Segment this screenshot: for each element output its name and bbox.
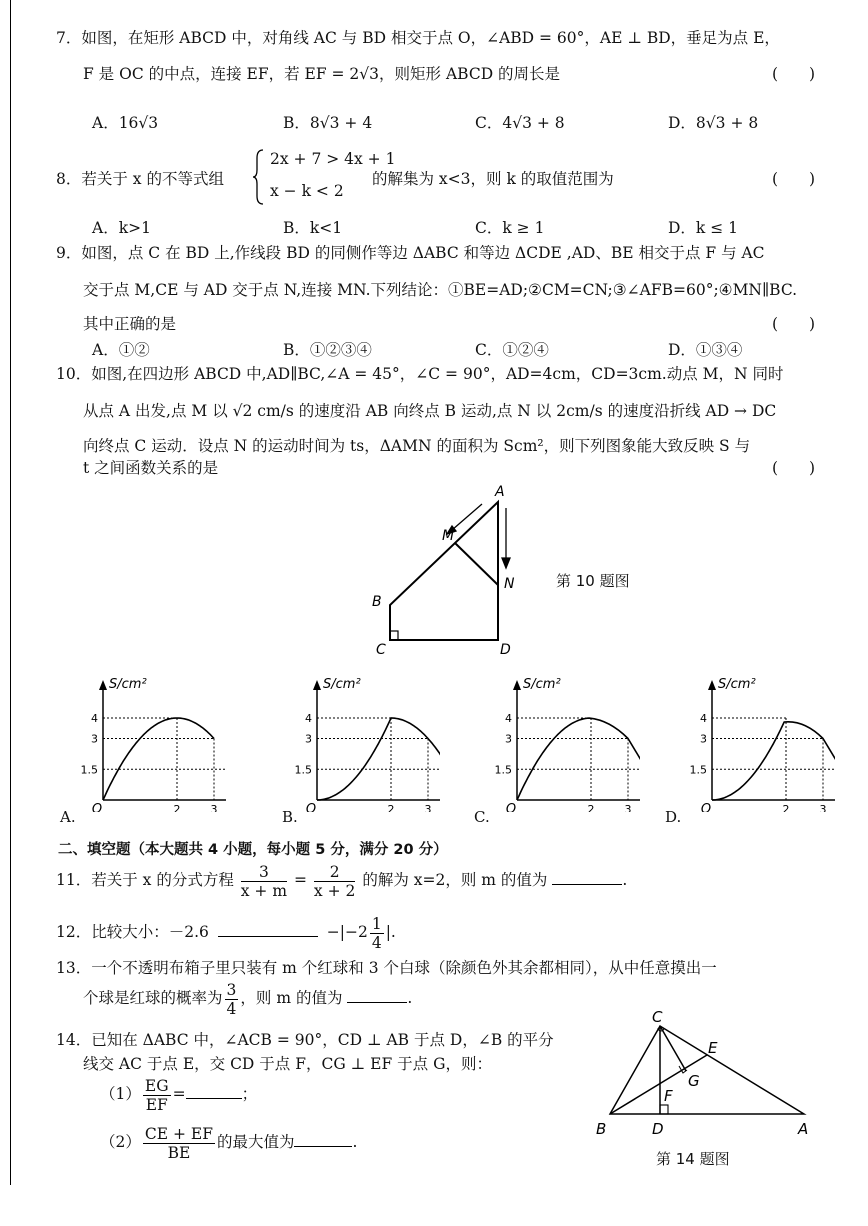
xtick-3: 3 (624, 803, 632, 812)
q12-prefix: 12．比较大小：－2.6 (56, 923, 209, 941)
q9-option-d: D．①③④ (668, 341, 743, 359)
q10-figure-caption: 第 10 题图 (556, 572, 630, 590)
ytick-3: 3 (505, 732, 512, 746)
q11-equals: = (293, 871, 307, 889)
q14-figure-caption: 第 14 题图 (656, 1150, 730, 1168)
fig14-point-e: E (708, 1039, 718, 1057)
y-axis-label: S/cm² (523, 677, 561, 692)
xtick-2: 2 (387, 803, 395, 812)
q13-line2-suffix: ，则 m 的值为 (240, 989, 343, 1007)
q9-line2: 交于点 M,CE 与 AD 交于点 N,连接 MN.下列结论：①BE=AD;②CM=CN;③∠AFB=60°;④MN∥BC. (83, 281, 798, 299)
q7-paren: ( ) (772, 65, 816, 83)
q14-line1: 14．已知在 ΔABC 中，∠ACB = 90°，CD ⊥ AB 于点 D，∠B 的平分 (56, 1031, 554, 1049)
y-axis-arrow (513, 680, 521, 690)
q9-option-a: A．①② (92, 341, 150, 359)
q13-fraction (225, 981, 239, 1018)
q13-frac-denominator: 4 (226, 999, 237, 1018)
q7-option-a: A．16√3 (92, 114, 159, 132)
q11-frac2-denominator: x + 2 (313, 881, 356, 900)
q14-part2 (100, 1124, 357, 1162)
q14-part1-denominator: EF (145, 1095, 168, 1114)
ytick-3: 3 (700, 732, 707, 746)
ytick-1-5: 1.5 (494, 763, 512, 777)
xtick-3: 3 (210, 803, 218, 812)
q14-part2-fraction (143, 1125, 215, 1162)
q14-part2-blank[interactable] (294, 1146, 352, 1147)
answer-graph-c (470, 672, 640, 832)
graph-option-letter-d: D. (665, 808, 682, 826)
q10-figure (360, 478, 530, 662)
q8-option-c: C．k ≥ 1 (475, 219, 545, 237)
graph-curve (712, 722, 835, 800)
origin-label: O (700, 802, 712, 812)
y-axis-arrow (313, 680, 321, 690)
q13-line2 (83, 980, 412, 1018)
graph-curve (103, 718, 214, 800)
y-axis-label: S/cm² (718, 677, 756, 692)
point-n-label: N (504, 576, 515, 592)
xtick-3: 3 (819, 803, 827, 812)
ytick-1-5: 1.5 (689, 763, 707, 777)
q7-option-b: B．8√3 + 4 (283, 114, 373, 132)
q7-line2: F 是 OC 的中点，连接 EF，若 EF = 2√3，则矩形 ABCD 的周长是 (83, 65, 561, 83)
q14-part2-suffix: 的最大值为 (216, 1133, 295, 1151)
xtick-3: 3 (424, 803, 432, 812)
answer-graph-b (270, 672, 440, 832)
origin-label: O (305, 802, 317, 812)
ytick-4: 4 (505, 712, 512, 725)
graph-option-letter-c: C. (474, 808, 490, 826)
q13-answer-blank[interactable] (347, 1002, 407, 1003)
graph-option-letter-b: B. (282, 808, 298, 826)
ytick-3: 3 (91, 732, 98, 746)
q9-option-b: B．①②③④ (283, 341, 372, 359)
point-d-label: D (500, 642, 511, 658)
q8-paren: ( ) (772, 170, 816, 188)
q12-mid: −|−2 (326, 923, 368, 941)
answer-graph-a (56, 672, 226, 832)
q11-end: . (622, 871, 628, 889)
q12-frac-numerator: 1 (371, 914, 382, 933)
q12-fraction (370, 915, 384, 952)
point-a-label: A (495, 484, 505, 500)
q13-frac-numerator: 3 (226, 980, 237, 999)
point-b-label: B (372, 594, 382, 610)
q11-frac2-numerator: 2 (314, 863, 355, 882)
ytick-4: 4 (305, 712, 312, 725)
q10-paren: ( ) (772, 459, 816, 477)
q14-part1-equals: = (172, 1085, 186, 1103)
q8-prefix: 8．若关于 x 的不等式组 (56, 170, 224, 188)
q7-option-c: C．4√3 + 8 (475, 114, 565, 132)
q10-line4: t 之间函数关系的是 (83, 459, 219, 477)
q11-suffix: 的解为 x=2，则 m 的值为 (362, 871, 548, 889)
fig14-point-a: A (798, 1120, 809, 1138)
q11-fraction-left (241, 863, 287, 900)
xtick-2: 2 (782, 803, 790, 812)
q11-answer-blank[interactable] (552, 884, 622, 885)
q9-paren: ( ) (772, 315, 816, 333)
y-axis-arrow (99, 680, 107, 690)
xtick-2: 2 (173, 803, 181, 812)
q14-part1-blank[interactable] (186, 1098, 242, 1099)
y-axis-label: S/cm² (109, 677, 147, 692)
q9-line3: 其中正确的是 (83, 315, 177, 333)
q8-system-line2: x − k < 2 (270, 182, 344, 200)
fig14-point-g: G (688, 1072, 700, 1090)
q9-line1: 9．如图，点 C 在 BD 上,作线段 BD 的同侧作等边 ΔABC 和等边 ΔCDE ,AD、BE 相交于点 F 与 AC (56, 244, 765, 262)
answer-graph-d (665, 672, 835, 832)
q9-option-c: C．①②④ (475, 341, 549, 359)
q12-frac-denominator: 4 (371, 933, 382, 952)
q14-part1-numerator: EG (144, 1076, 169, 1095)
q12-end: |. (385, 923, 396, 941)
q11-prefix: 11．若关于 x 的分式方程 (56, 871, 234, 889)
left-margin-rule (10, 0, 11, 1185)
q11-frac1-denominator: x + m (240, 881, 288, 900)
fig14-point-d: D (652, 1120, 664, 1138)
q14-line2: 线交 AC 于点 E，交 CD 于点 F，CG ⊥ EF 于点 G，则： (83, 1055, 492, 1073)
q14-part2-denominator: BE (167, 1143, 191, 1162)
q14-part1 (100, 1076, 257, 1114)
q10-line3: 向终点 C 运动．设点 N 的运动时间为 ts，ΔAMN 的面积为 Scm²，则下列图象能大致反映 S 与 (83, 437, 751, 455)
q14-figure (590, 1006, 820, 1142)
q14-part1-label: （1） (100, 1085, 141, 1103)
point-c-label: C (376, 642, 386, 658)
y-axis-label: S/cm² (323, 677, 361, 692)
q10-line2: 从点 A 出发,点 M 以 √2 cm/s 的速度沿 AB 向终点 B 运动,点 N 以 2cm/s 的速度沿折线 AD → DC (83, 402, 777, 420)
ytick-4: 4 (91, 712, 98, 725)
q14-part2-numerator: CE + EF (144, 1124, 213, 1143)
y-axis-arrow (708, 680, 716, 690)
q11-fraction-right (314, 863, 355, 900)
graph-curve (317, 718, 440, 800)
q14-part2-end: . (352, 1133, 358, 1151)
q14-part1-end: ； (241, 1085, 258, 1103)
fig14-point-c: C (652, 1008, 663, 1026)
q13-line1: 13．一个不透明布箱子里只装有 m 个红球和 3 个白球（除颜色外其余都相同），从中任意摸出一 (56, 959, 717, 977)
ytick-4: 4 (700, 712, 707, 725)
question-11 (56, 862, 627, 900)
question-12 (56, 914, 396, 952)
q8-system-line1: 2x + 7 > 4x + 1 (270, 150, 396, 168)
q7-line1: 7．如图，在矩形 ABCD 中，对角线 AC 与 BD 相交于点 O，∠ABD = 60°，AE ⊥ BD，垂足为点 E， (56, 29, 780, 47)
q11-frac1-numerator: 3 (241, 863, 287, 882)
q8-brace (252, 148, 266, 206)
q8-option-a: A．k>1 (92, 219, 151, 237)
fig14-point-b: B (596, 1120, 607, 1138)
ytick-1-5: 1.5 (294, 763, 312, 777)
q14-part2-label: （2） (100, 1133, 141, 1151)
graph-option-letter-a: A. (60, 808, 76, 826)
ytick-1-5: 1.5 (80, 763, 98, 777)
ytick-3: 3 (305, 732, 312, 746)
q13-end: . (407, 989, 413, 1007)
origin-label: O (91, 802, 103, 812)
q13-line2-prefix: 个球是红球的概率为 (83, 989, 223, 1007)
origin-label: O (505, 802, 517, 812)
q8-suffix: 的解集为 x<3，则 k 的取值范围为 (372, 170, 614, 188)
q12-answer-blank[interactable] (218, 936, 318, 937)
section-2-title: 二、填空题（本大题共 4 小题，每小题 5 分，满分 20 分） (58, 842, 448, 858)
q10-line1: 10．如图,在四边形 ABCD 中,AD∥BC,∠A = 45°，∠C = 90°，AD=4cm，CD=3cm.动点 M，N 同时 (56, 365, 784, 383)
q8-option-b: B．k<1 (283, 219, 343, 237)
graph-curve (517, 718, 640, 800)
point-m-label: M (442, 528, 455, 544)
q14-part1-fraction (143, 1077, 171, 1114)
fig14-point-f: F (664, 1087, 673, 1105)
q8-option-d: D．k ≤ 1 (668, 219, 739, 237)
xtick-2: 2 (587, 803, 595, 812)
q7-option-d: D．8√3 + 8 (668, 114, 759, 132)
